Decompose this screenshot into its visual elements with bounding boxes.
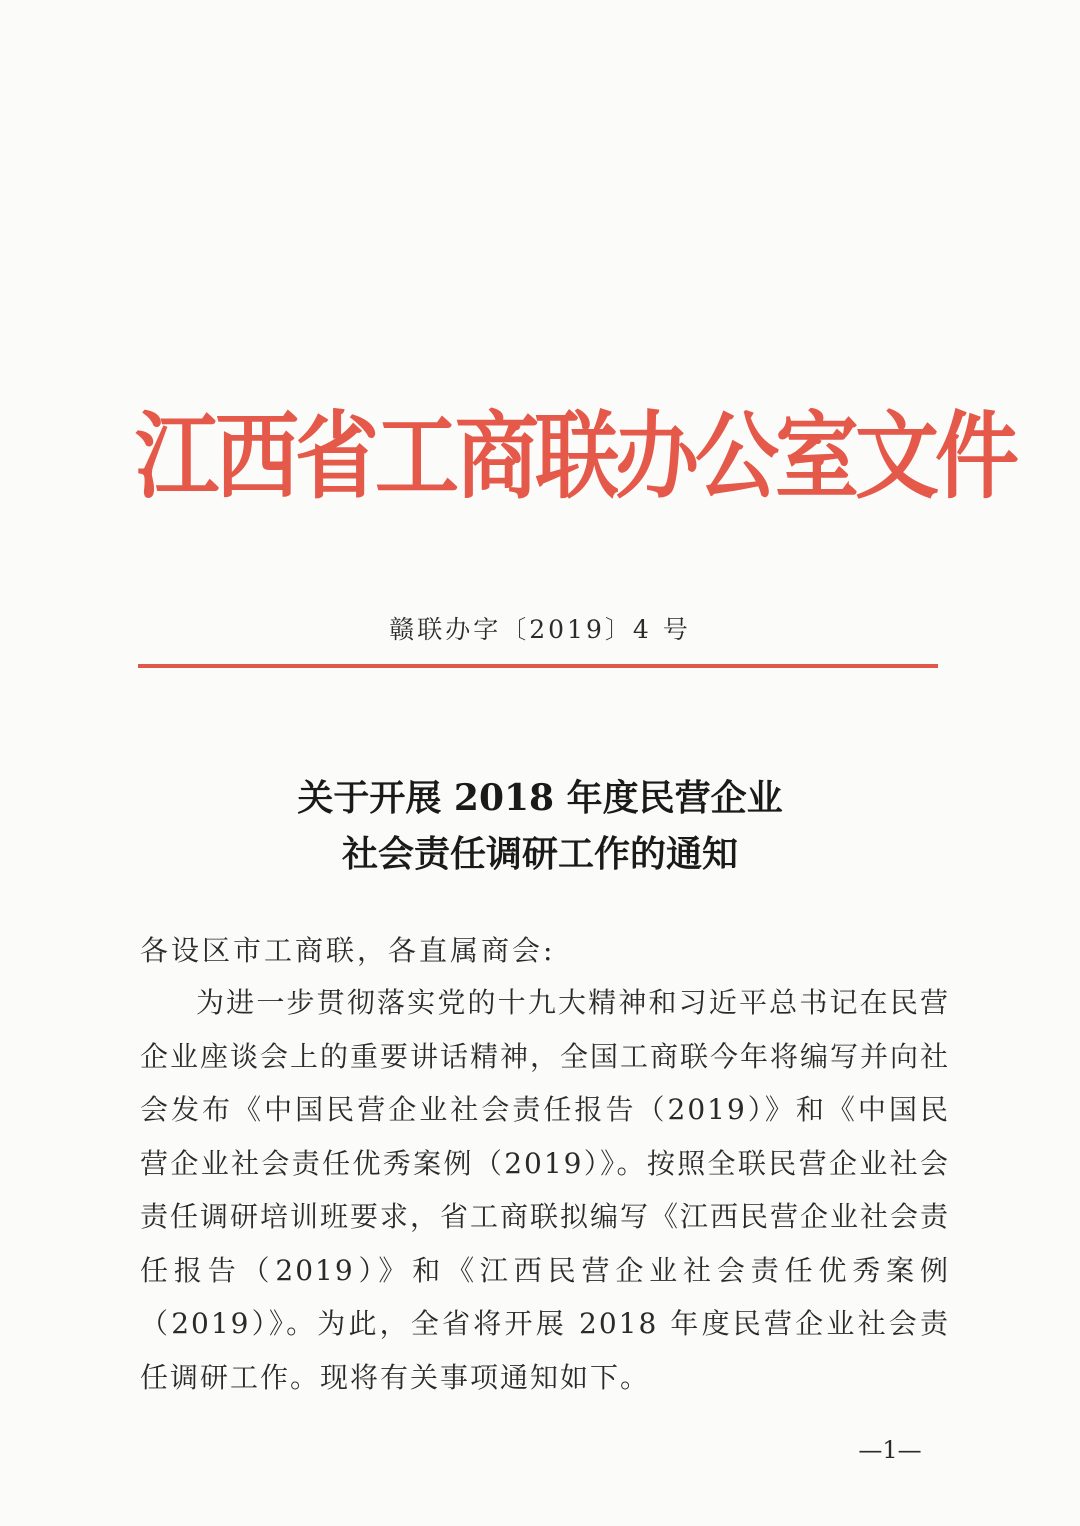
notice-title-line-2: 社会责任调研工作的通知 xyxy=(341,833,738,875)
notice-title-line-1: 关于开展 2018 年度民营企业 xyxy=(297,777,783,819)
document-number: 赣联办字〔2019〕4 号 xyxy=(389,615,691,644)
notice-title xyxy=(140,770,940,882)
salutation: 各设区市工商联，各直属商会: xyxy=(140,934,556,967)
page-number: —1— xyxy=(858,1436,922,1464)
masthead-title: 江西省工商联办公室文件 xyxy=(135,400,1016,512)
body-paragraph: 为进一步贯彻落实党的十九大精神和习近平总书记在民营企业座谈会上的重要讲话精神，全国工商联今年将编写并向社会发布《中国民营企业社会责任报告（2019）》和《中国民营企业社会责任优秀案例（2019）》。按照全联民营企业社会责任调研培训班要求，省工商联拟编写《江西民营企业社会责任报告（2019）》和《江西民营企业社会责任优秀案例（2019）》。为此，全省将开展 2018 年度民营企业社会责任调研工作。现将有关事项通知如下。 xyxy=(140,986,951,1394)
red-divider-rule xyxy=(138,664,938,668)
